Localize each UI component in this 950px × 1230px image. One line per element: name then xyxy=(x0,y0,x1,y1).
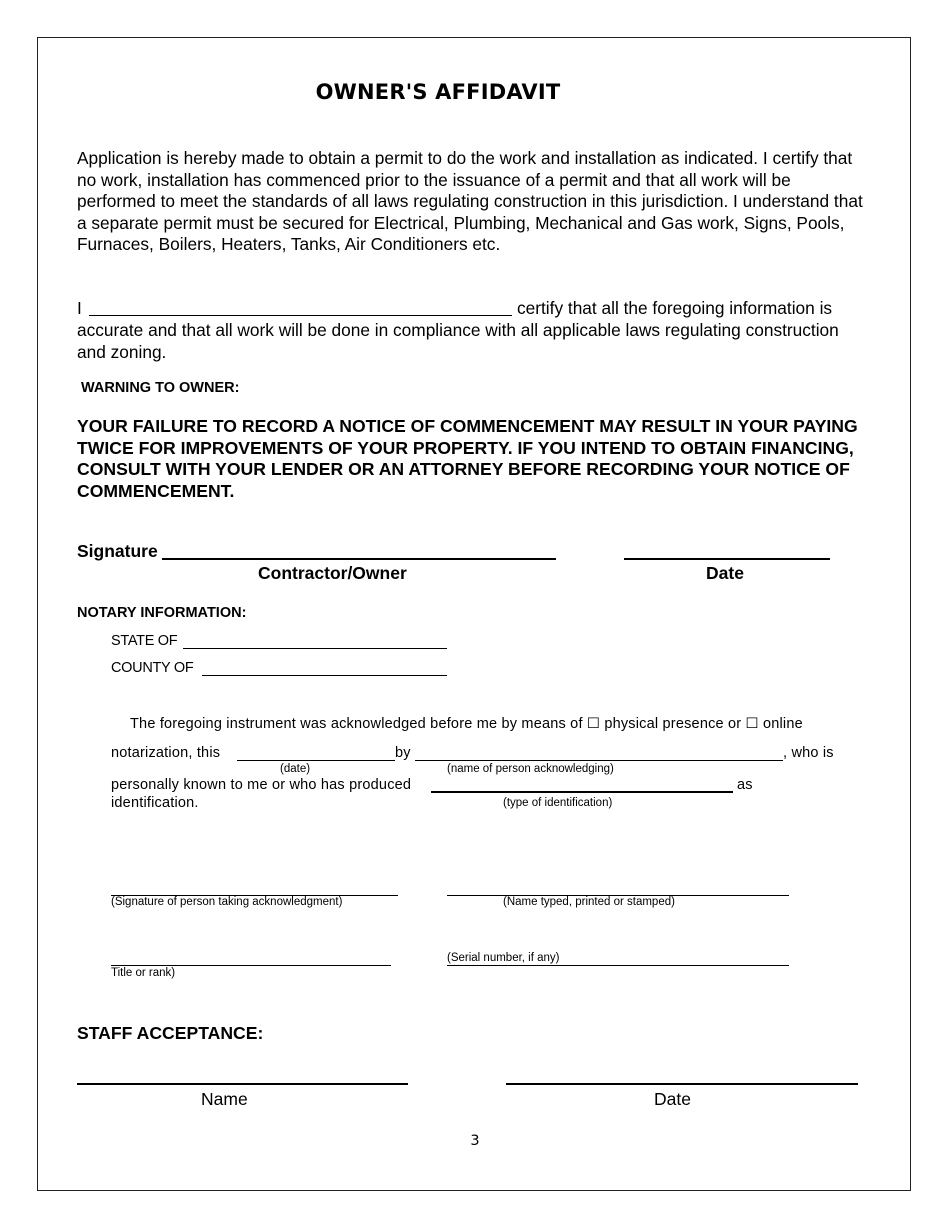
by-text: by xyxy=(395,745,411,761)
title-rank-caption: Title or rank) xyxy=(111,967,176,979)
state-of-line[interactable] xyxy=(183,648,447,649)
identification-type-caption: (type of identification) xyxy=(503,797,613,809)
staff-date-line[interactable] xyxy=(506,1083,858,1085)
county-of-label: COUNTY OF xyxy=(111,660,194,676)
acknowledgment-text: The foregoing instrument was acknowledged before me by means of ☐ physical presence or ☐ online xyxy=(130,716,803,732)
notary-name-caption: (Name typed, printed or stamped) xyxy=(503,896,675,908)
state-of-label: STATE OF xyxy=(111,633,178,649)
as-text: as xyxy=(737,777,753,793)
certification-rest: accurate and that all work will be done in compliance with all applicable laws regulating construction and zoning. xyxy=(77,320,839,362)
certification-lead: I xyxy=(77,298,82,318)
staff-date-caption: Date xyxy=(654,1089,691,1109)
warning-label: WARNING TO OWNER: xyxy=(81,380,240,396)
certifier-name-line[interactable] xyxy=(89,315,512,316)
serial-number-line[interactable] xyxy=(447,965,789,966)
signature-label: Signature xyxy=(77,541,158,561)
application-paragraph: Application is hereby made to obtain a permit to do the work and installation as indicated. I certify that no work, installation has commenced prior to the issuance of a permit and that all work will be performed to meet the standards of all laws regulating construction in this jurisdiction. I understand that a separate permit must be secured for Electrical, Plumbing, Mechanical and Gas work, Signs, Pools, Furnaces, Boilers, Heaters, Tanks, Air Conditioners etc. xyxy=(77,148,863,255)
serial-number-caption: (Serial number, if any) xyxy=(447,952,560,964)
page-number: 3 xyxy=(470,1133,480,1149)
signature-date-caption: Date xyxy=(706,563,744,583)
warning-text: YOUR FAILURE TO RECORD A NOTICE OF COMMENCEMENT MAY RESULT IN YOUR PAYING TWICE FOR IMPROVEMENTS OF YOUR PROPERTY. IF YOU INTEND TO OBTAIN FINANCING, CONSULT WITH YOUR LENDER OR AN ATTORNEY BEFORE RECORDING YOUR NOTICE OF COMMENCEMENT. xyxy=(77,416,858,501)
notary-date-line[interactable] xyxy=(237,760,395,761)
acknowledging-person-line[interactable] xyxy=(415,760,783,761)
personally-known-text: personally known to me or who has produced xyxy=(111,777,412,793)
county-of-line[interactable] xyxy=(202,675,447,676)
page-title: OWNER'S AFFIDAVIT xyxy=(315,80,561,104)
notary-signature-caption: (Signature of person taking acknowledgment) xyxy=(111,896,343,908)
signature-date-line[interactable] xyxy=(624,558,830,560)
notarization-this-text: notarization, this xyxy=(111,745,221,761)
staff-name-line[interactable] xyxy=(77,1083,408,1085)
name-acknowledging-caption: (name of person acknowledging) xyxy=(447,763,614,775)
notary-label: NOTARY INFORMATION: xyxy=(77,605,247,621)
date-caption: (date) xyxy=(280,763,311,775)
title-rank-line[interactable] xyxy=(111,965,391,966)
signature-line[interactable] xyxy=(162,558,556,560)
staff-name-caption: Name xyxy=(201,1089,248,1109)
who-is-text: , who is xyxy=(783,745,834,761)
contractor-owner-caption: Contractor/Owner xyxy=(258,563,407,583)
staff-acceptance-label: STAFF ACCEPTANCE: xyxy=(77,1023,264,1043)
certification-tail: certify that all the foregoing information is xyxy=(517,298,833,318)
identification-text: identification. xyxy=(111,795,199,811)
identification-type-line[interactable] xyxy=(431,791,733,793)
